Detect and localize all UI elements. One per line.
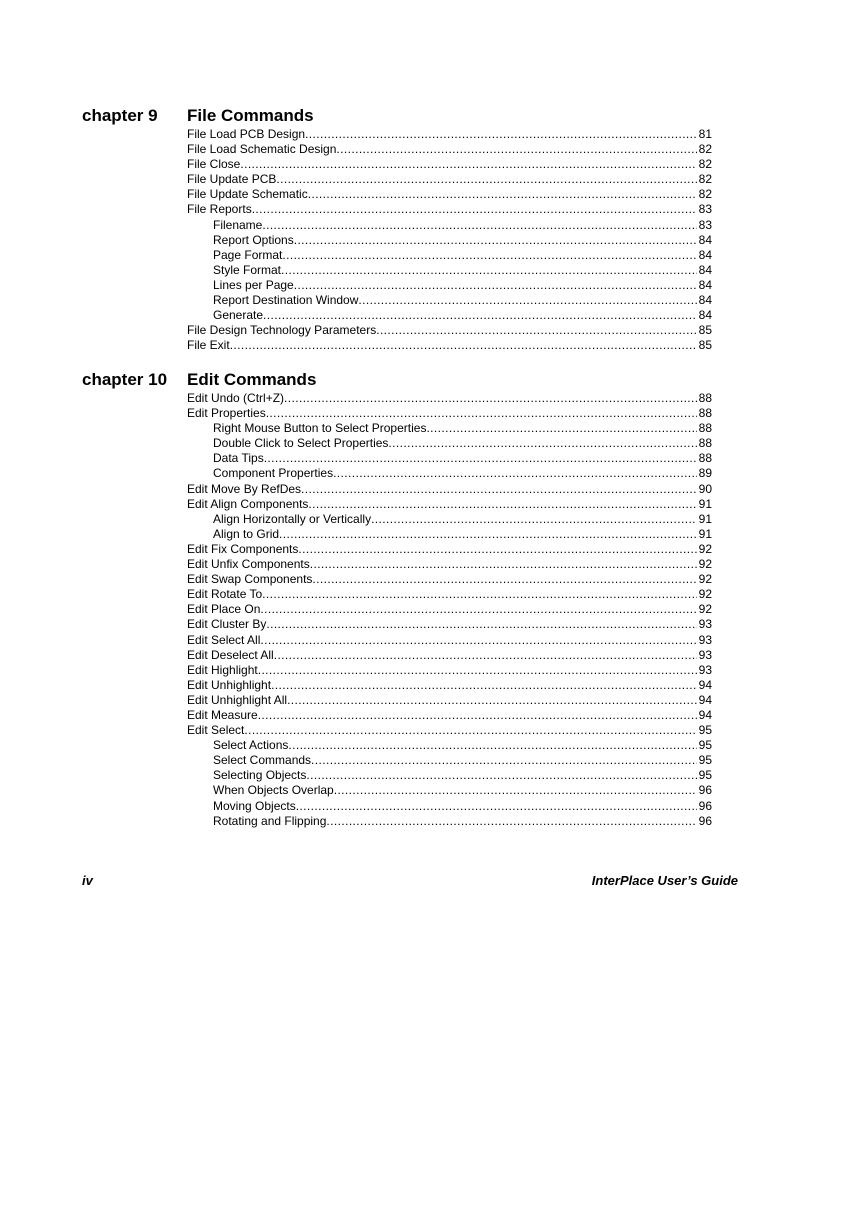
toc-entry[interactable] [187,723,712,738]
dot-leader [266,406,697,421]
dot-leader [294,233,697,248]
toc-entry[interactable] [187,814,712,829]
dot-leader [252,202,697,217]
toc-entry-title: Edit Undo (Ctrl+Z) [187,391,285,405]
toc-entry-title: Select Actions [213,738,289,753]
toc-entry-title: Align Horizontally or Vertically [213,511,372,526]
toc-entry-title: File Load PCB Design [187,127,306,141]
toc-entry[interactable] [187,542,712,557]
toc-entry[interactable] [187,768,712,783]
toc-entry-page: 89 [698,466,712,481]
toc-entry[interactable] [187,338,712,353]
footer-page-number: iv [82,873,93,888]
toc-entry-page: 82 [698,187,712,202]
dot-leader [244,723,696,738]
toc-entry-page: 95 [698,723,712,738]
toc-entry-page: 92 [698,557,712,572]
toc-entry-title: Edit Rotate To [187,587,263,602]
dot-leader [301,482,697,497]
dot-leader [240,157,696,172]
toc-entry-list [187,127,712,353]
toc-entry-title: Edit Align Components [187,496,309,511]
toc-entry-title: Edit Measure [187,707,258,722]
toc-entry-page: 96 [698,783,712,798]
toc-entry-title: Edit Unhighlight All [187,692,288,707]
toc-entry-page: 88 [698,391,712,405]
dot-leader [334,783,697,798]
toc-entry-title: Page Format [213,247,283,262]
dot-leader [262,587,696,602]
toc-entry[interactable] [187,436,712,451]
toc-entry[interactable] [187,783,712,798]
toc-entry[interactable] [187,293,712,308]
dot-leader [258,708,697,723]
toc-entry[interactable] [187,308,712,323]
toc-entry-page: 84 [698,232,712,247]
dot-leader [260,602,696,617]
dot-leader [326,814,696,829]
toc-entry[interactable] [187,678,712,693]
toc-entry-title: Edit Move By RefDes [187,481,302,496]
dot-leader [306,768,696,783]
toc-entry-title: Report Options [213,232,294,247]
toc-entry-page: 94 [698,692,712,707]
toc-entry-page: 91 [698,496,712,511]
toc-entry-title: File Close [187,157,241,172]
dot-leader [305,127,697,142]
toc-entry-title: Select Commands [213,753,312,768]
toc-entry[interactable] [187,799,712,814]
toc-entry[interactable] [187,142,712,157]
toc-entry-title: Edit Unfix Components [187,557,310,572]
toc-entry-page: 95 [698,753,712,768]
toc-entry-title: Component Properties [213,466,334,481]
toc-entry-title: Edit Select [187,723,245,738]
chapter-title: Edit Commands [187,370,317,389]
toc-entry-page: 83 [698,202,712,217]
toc-entry[interactable] [187,421,712,436]
toc-entry-title: File Update Schematic [187,187,308,202]
toc-entry[interactable] [187,693,712,708]
toc-entry-page: 95 [698,768,712,783]
toc-entry-page: 94 [698,677,712,692]
toc-entry[interactable] [187,738,712,753]
toc-entry[interactable] [187,451,712,466]
dot-leader [262,218,696,233]
toc-entry-page: 88 [698,451,712,466]
toc-entry[interactable] [187,753,712,768]
dot-leader [388,436,696,451]
chapter-label: chapter 10 [82,370,168,389]
toc-entry[interactable] [187,187,712,202]
dot-leader [312,572,696,587]
toc-entry-page: 92 [698,572,712,587]
toc-entry-list [187,391,712,829]
dot-leader [264,451,697,466]
dot-leader [288,738,696,753]
toc-entry-page: 84 [698,308,712,323]
toc-entry-page: 92 [698,587,712,602]
toc-entry-page: 84 [698,262,712,277]
toc-entry-title: Edit Place On [187,602,261,617]
toc-entry-title: Edit Unhighlight [187,677,272,692]
dot-leader [311,753,697,768]
toc-entry-title: Lines per Page [213,277,294,292]
dot-leader [310,557,697,572]
toc-entry-page: 93 [698,647,712,662]
dot-leader [266,617,696,632]
toc-entry-title: Edit Cluster By [187,617,267,632]
toc-entry-title: Align to Grid [213,526,280,541]
toc-entry[interactable] [187,233,712,248]
dot-leader [426,421,696,436]
toc-entry[interactable] [187,648,712,663]
toc-entry[interactable] [187,323,712,338]
toc-entry[interactable] [187,633,712,648]
toc-entry-page: 95 [698,738,712,753]
toc-entry[interactable] [187,278,712,293]
dot-leader [274,648,697,663]
toc-entry-page: 93 [698,632,712,647]
toc-entry-title: Edit Deselect All [187,647,274,662]
toc-entry-page: 94 [698,707,712,722]
toc-entry-title: Rotating and Flipping [213,813,327,828]
toc-entry-page: 91 [698,526,712,541]
toc-entry[interactable] [187,391,712,406]
toc-entry-page: 84 [698,247,712,262]
toc-entry[interactable] [187,557,712,572]
toc-entry[interactable] [187,157,712,172]
toc-entry-page: 96 [698,798,712,813]
toc-entry[interactable] [187,602,712,617]
toc-entry-page: 92 [698,602,712,617]
dot-leader [282,248,696,263]
toc-entry[interactable] [187,497,712,512]
toc-entry[interactable] [187,512,712,527]
dot-leader [258,663,697,678]
toc-entry-title: File Exit [187,338,230,353]
dot-leader [276,172,696,187]
dot-leader [296,799,697,814]
toc-entry-title: File Reports [187,202,252,217]
dot-leader [308,187,697,202]
toc-entry-page: 88 [698,421,712,436]
toc-entry-page: 88 [698,406,712,421]
dot-leader [308,497,696,512]
toc-entry-page: 88 [698,436,712,451]
toc-entry-title: Data Tips [213,451,264,466]
chapter-title: File Commands [187,106,314,125]
toc-entry-title: Edit Fix Components [187,541,299,556]
toc-entry-title: Generate [213,308,264,323]
toc-entry-page: 81 [698,127,712,141]
toc-entry-title: Style Format [213,262,282,277]
toc-entry-page: 90 [698,481,712,496]
dot-leader [230,338,697,353]
toc-entry[interactable] [187,527,712,542]
toc-entry[interactable] [187,587,712,602]
toc-entry[interactable] [187,482,712,497]
toc-entry[interactable] [187,708,712,723]
dot-leader [260,633,696,648]
toc-entry-page: 85 [698,338,712,353]
chapter-label: chapter 9 [82,106,158,125]
dot-leader [281,263,697,278]
toc-entry[interactable] [187,572,712,587]
toc-entry-page: 84 [698,277,712,292]
toc-entry-title: Right Mouse Button to Select Properties [213,421,427,436]
toc-entry-page: 84 [698,293,712,308]
toc-entry[interactable] [187,663,712,678]
dot-leader [271,678,697,693]
toc-entry-page: 82 [698,172,712,187]
toc-entry-title: Double Click to Select Properties [213,436,389,451]
toc-entry-title: Filename [213,217,263,232]
toc-entry[interactable] [187,127,712,142]
dot-leader [298,542,696,557]
toc-entry-page: 82 [698,142,712,157]
toc-entry-title: Report Destination Window [213,293,359,308]
toc-entry-title: Edit Highlight [187,662,258,677]
toc-entry-title: Edit Swap Components [187,572,313,587]
toc-entry[interactable] [187,248,712,263]
dot-leader [333,466,697,481]
dot-leader [376,323,696,338]
toc-entry-page: 96 [698,813,712,828]
toc-entry-page: 85 [698,323,712,338]
dot-leader [358,293,696,308]
toc-entry[interactable] [187,406,712,421]
toc-entry-title: File Update PCB [187,172,277,187]
toc-entry-title: Moving Objects [213,798,296,813]
dot-leader [284,391,697,406]
dot-leader [371,512,697,527]
dot-leader [279,527,697,542]
toc-entry-page: 92 [698,541,712,556]
footer-book-title: InterPlace User’s Guide [591,873,738,888]
toc-entry-page: 83 [698,217,712,232]
dot-leader [287,693,697,708]
toc-entry-page: 91 [698,511,712,526]
toc-entry[interactable] [187,202,712,217]
toc-entry-title: When Objects Overlap [213,783,334,798]
toc-entry-title: Edit Select All [187,632,261,647]
toc-entry[interactable] [187,172,712,187]
toc-entry-title: Selecting Objects [213,768,307,783]
toc-entry-page: 93 [698,617,712,632]
toc-entry-title: Edit Properties [187,406,266,421]
toc-entry-page: 93 [698,662,712,677]
toc-entry-title: File Design Technology Parameters [187,323,377,338]
toc-entry[interactable] [187,466,712,481]
dot-leader [294,278,697,293]
toc-entry-title: File Load Schematic Design [187,142,337,157]
dot-leader [263,308,697,323]
toc-entry[interactable] [187,263,712,278]
toc-entry[interactable] [187,617,712,632]
toc-entry-page: 82 [698,157,712,172]
toc-entry[interactable] [187,218,712,233]
dot-leader [336,142,696,157]
